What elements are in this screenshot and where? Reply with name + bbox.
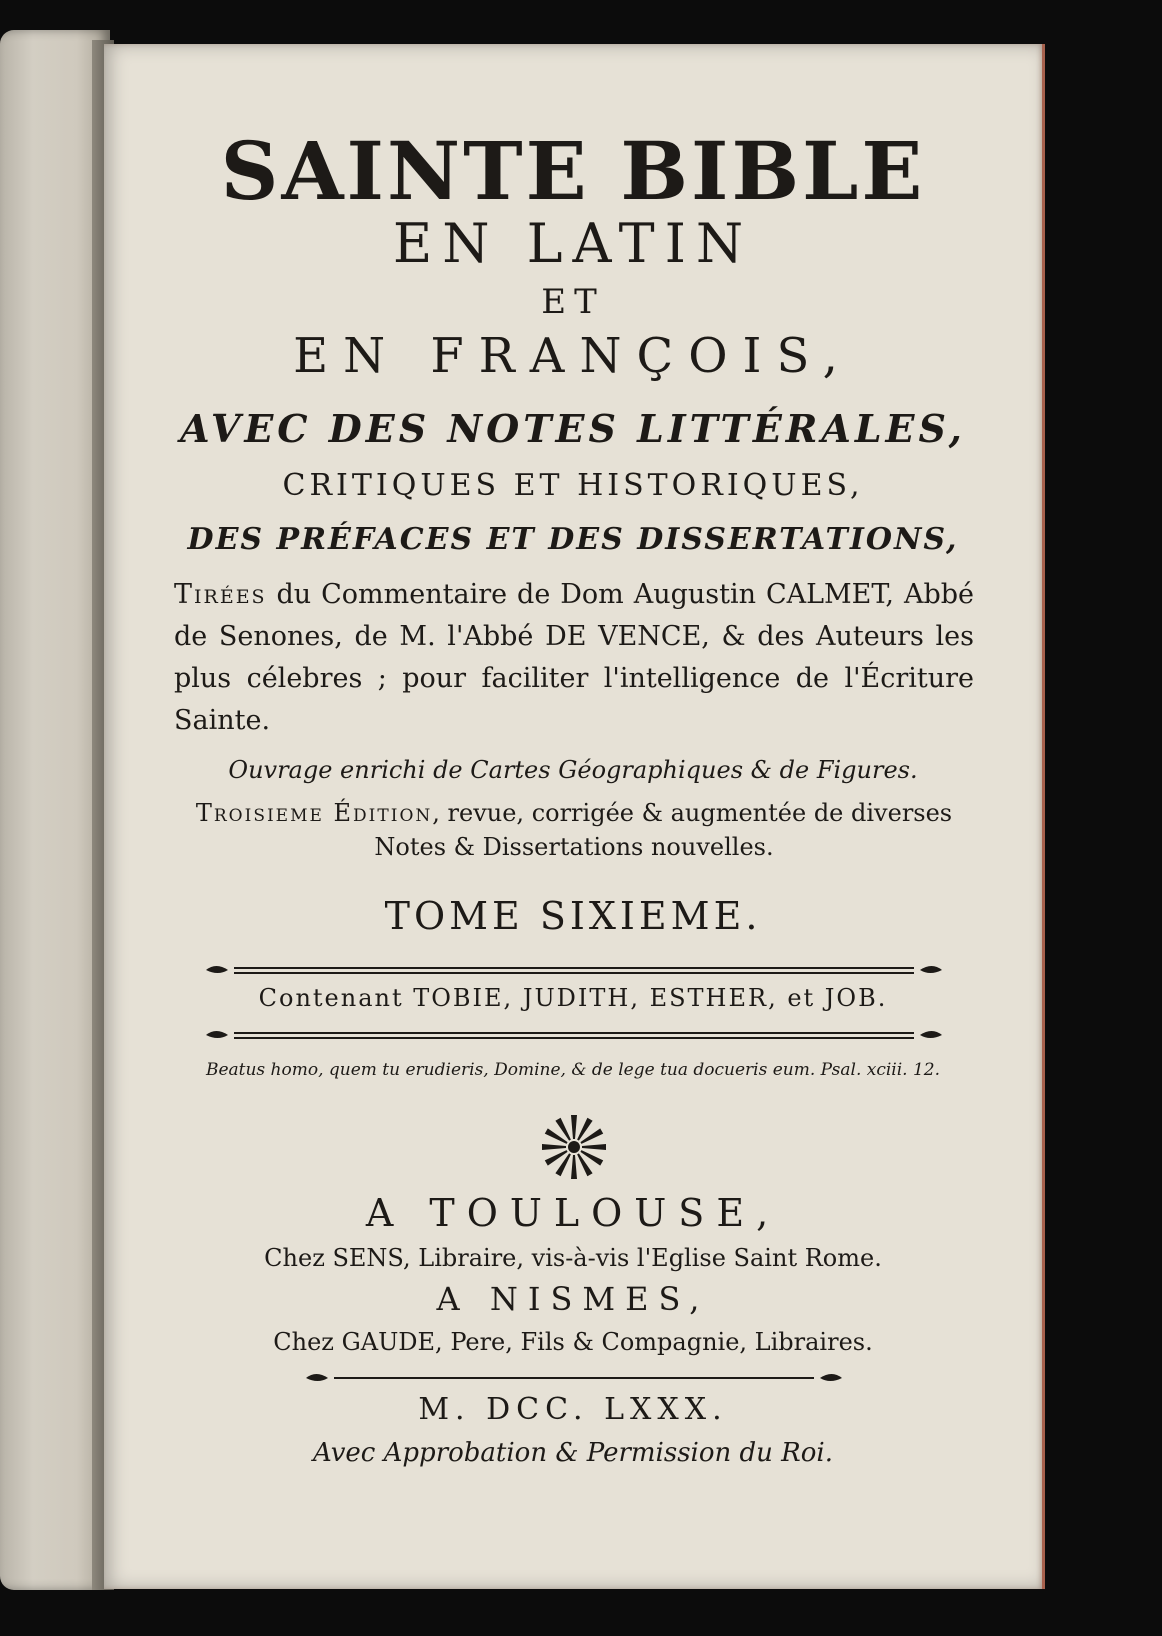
vine-rule-ornament-icon bbox=[304, 1372, 844, 1384]
source-paragraph bbox=[174, 574, 974, 742]
edition-paragraph bbox=[164, 796, 984, 864]
vine-rule-ornament-icon bbox=[204, 964, 944, 976]
notes-line: AVEC DES NOTES LITTÉRALES, bbox=[180, 406, 966, 451]
critiques-line: CRITIQUES ET HISTORIQUES, bbox=[282, 468, 864, 503]
rosette-ornament-icon bbox=[539, 1112, 609, 1182]
edition-lead: Troisieme Édition bbox=[195, 799, 433, 827]
source-lead: Tirées bbox=[174, 579, 267, 610]
vine-rule-ornament-icon bbox=[204, 1029, 944, 1041]
enrichment-line: Ouvrage enrichi de Cartes Géographiques & de Figures. bbox=[228, 756, 918, 784]
title-page bbox=[104, 44, 1045, 1589]
publisher-toulouse: Chez SENS, Libraire, vis-à-vis l'Eglise Saint Rome. bbox=[264, 1244, 882, 1272]
approbation-line: Avec Approbation & Permission du Roi. bbox=[313, 1438, 833, 1468]
publisher-nismes: Chez GAUDE, Pere, Fils & Compagnie, Libraires. bbox=[273, 1328, 873, 1356]
source-text: du Commentaire de Dom Augustin CALMET, Abbé de Senones, de M. l'Abbé DE VENCE, & des Auteurs les plus célebres ; pour faciliter l'intelligence de l'Écriture Sainte. bbox=[174, 579, 974, 736]
place-toulouse: A TOULOUSE, bbox=[365, 1191, 781, 1235]
book-title: SAINTE BIBLE bbox=[220, 124, 926, 218]
edition-text: , revue, corrigée & augmentée de diverses Notes & Dissertations nouvelles. bbox=[374, 799, 953, 861]
subtitle-et: ET bbox=[541, 282, 605, 322]
publication-year: M. DCC. LXXX. bbox=[418, 1392, 728, 1427]
place-nismes: A NISMES, bbox=[436, 1280, 710, 1318]
volume-line: TOME SIXIEME. bbox=[384, 894, 762, 938]
prefaces-line: DES PRÉFACES ET DES DISSERTATIONS, bbox=[187, 522, 959, 557]
subtitle-francois: EN FRANÇOIS, bbox=[293, 328, 853, 384]
epigraph: Beatus homo, quem tu erudieris, Domine, & de lege tua docueris eum. Psal. xciii. 12. bbox=[205, 1060, 941, 1080]
contents-line: Contenant TOBIE, JUDITH, ESTHER, et JOB. bbox=[258, 984, 888, 1012]
subtitle-latin: EN LATIN bbox=[392, 212, 754, 275]
